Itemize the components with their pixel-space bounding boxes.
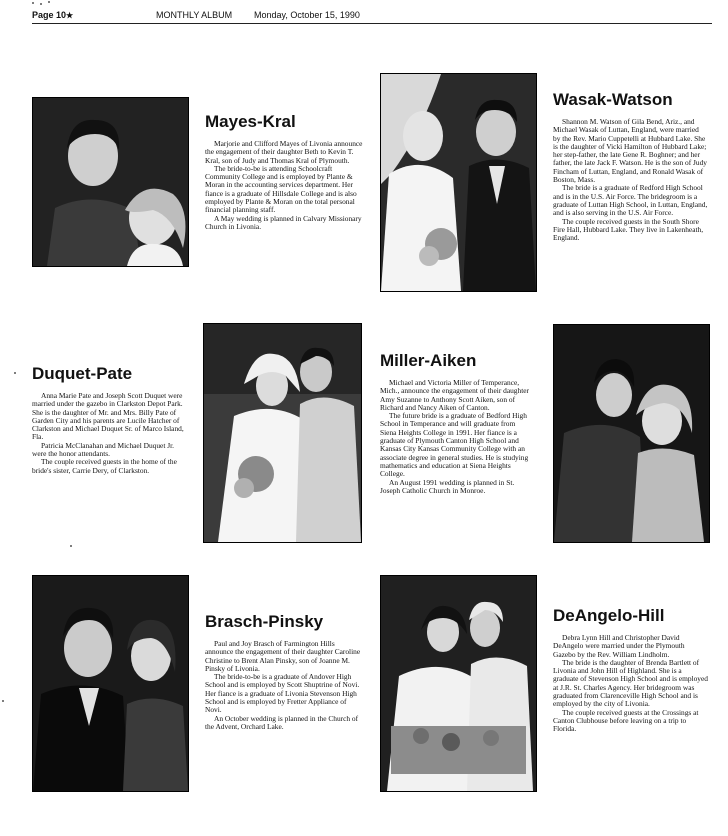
scan-speck [48, 1, 50, 3]
paragraph: Patricia McClanahan and Michael Duquet Jr. were the honor attendants. [32, 440, 174, 459]
article-body [553, 634, 708, 734]
photo-wasak-watson [380, 73, 537, 292]
article-wasak-watson [553, 90, 708, 242]
scan-speck [70, 545, 72, 547]
paragraph: The bride-to-be is attending Schoolcraft Community College and is employed by Plante & Moran in the accounting services department. Her fiance is a graduate of Hillsdale College and is also employed by Plante & Moran on the total personal financial planning staff. [205, 163, 357, 215]
article-title: Wasak-Watson [553, 90, 673, 109]
paragraph: Shannon M. Watson of Gila Bend, Ariz., and Michael Wasak of Luttan, England, were married by the Rev. Mario Cuppetelli at Hubbard Lake. She is the daughter of Vicki Hamilton of Hubbard Lake; her step-father, the late Gene R. Boghner; and her father, the late Jack F. Watson. He is the son of Judy Fincham of Luttan, England, and Ronald Wasak of Boston, Mass. [553, 117, 707, 185]
article-title: DeAngelo-Hill [553, 606, 665, 625]
paragraph: The bride is the daughter of Brenda Bartlett of Livonia and John Hill of Highland. She is a graduate of Stevenson High School and is employed at J.R. St. Charles Agency. Her bridegroom was graduated from Clarenceville High School and is employed by the city of Livonia. [553, 657, 708, 709]
paragraph: Anna Marie Pate and Joseph Scott Duquet were married under the gazebo in Clarkston Depot Park. She is the daughter of Mr. and Mrs. Billy Pate of Garden City and his parents are Lucile Hatcher of Clarkston and Michael Duquet Sr. of Marco Island, Fla. [32, 391, 184, 442]
article-title: Duquet-Pate [32, 364, 133, 383]
paragraph: An August 1991 wedding is planned in St. Joseph Catholic Church in Monroe. [380, 477, 515, 495]
star-icon: ★ [66, 11, 74, 20]
scan-speck [40, 3, 42, 5]
article-body [380, 379, 530, 495]
paragraph: Michael and Victoria Miller of Temperance, Mich., announce the engagement of their daughter Amy Suzanne to Anthony Scott Aiken, son of Richard and Nancy Aiken of Canton. [380, 378, 529, 412]
article-title: Miller-Aiken [380, 351, 477, 370]
photo-brasch-pinsky [32, 575, 189, 792]
article-mayes-kral [205, 112, 365, 231]
paragraph: Marjorie and Clifford Mayes of Livonia announce the engagement of their daughter Beth to Kevin T. Kral, son of Judy and Thomas Kral of Plymouth. [205, 139, 363, 165]
article-body [32, 392, 184, 475]
article-brasch-pinsky [205, 612, 363, 731]
photo-deangelo-hill [380, 575, 537, 792]
paragraph: An October wedding is planned in the Church of the Advent, Orchard Lake. [205, 713, 359, 731]
scan-speck [14, 372, 16, 374]
article-title: Mayes-Kral [205, 112, 296, 131]
article-body [205, 140, 365, 231]
article-deangelo-hill [553, 606, 708, 734]
photo-mayes-kral [32, 97, 189, 267]
article-body [205, 640, 363, 731]
article-duquet-pate [32, 364, 184, 475]
paragraph: The bride is a graduate of Redford High School and is in the U.S. Air Force. The bridegroom is a graduate of Luttan High School, in Luttan, England, and is also serving in the U.S. Air Force. [553, 183, 708, 218]
scan-speck [32, 2, 34, 4]
article-miller-aiken [380, 351, 530, 495]
article-body [553, 118, 708, 242]
scan-speck [2, 700, 4, 702]
paragraph: Debra Lynn Hill and Christopher David DeAngelo were married under the Plymouth Gazebo by the Rev. William Lindholm. [553, 633, 685, 659]
paragraph: The bride-to-be is a graduate of Andover High School and is employed by Scott Shuptrine of Novi. Her fiance is a graduate of Livonia Stevenson High School and is employed by Fretter Appliance of Novi. [205, 672, 360, 715]
section-name: MONTHLY ALBUM [156, 10, 233, 20]
paragraph: A May wedding is planned in Calvary Missionary Church in Livonia. [205, 213, 362, 231]
page-number: Page 10★ [32, 10, 74, 20]
page-header [32, 7, 712, 24]
paragraph: The future bride is a graduate of Bedford High School in Temperance and will graduate from Siena Heights College in 1991. Her fiance is a graduate of Plymouth Canton High School and Kansas City Kansas Community College with an associate degree in general studies. He is studying mathematics and education at Siena Heights College. [380, 411, 529, 479]
photo-miller-aiken [553, 324, 710, 543]
paragraph: The couple received guests in the South Shore Fire Hall, Hubbard Lake. They live in Lakenheath, England. [553, 216, 704, 243]
paragraph: Paul and Joy Brasch of Farmington Hills announce the engagement of their daughter Caroline Christine to Brent Alan Pinsky, son of Joanne M. Pinsky of Livonia. [205, 639, 361, 673]
paragraph: The couple received guests at the Crossings at Canton Clubhouse before leaving on a trip to Florida. [553, 707, 699, 734]
photo-duquet-pate [203, 323, 362, 543]
paragraph: The couple received guests in the home of the bride's sister, Carrie Dery, of Clarkston. [32, 457, 177, 475]
issue-date: Monday, October 15, 1990 [254, 10, 360, 20]
article-title: Brasch-Pinsky [205, 612, 324, 631]
